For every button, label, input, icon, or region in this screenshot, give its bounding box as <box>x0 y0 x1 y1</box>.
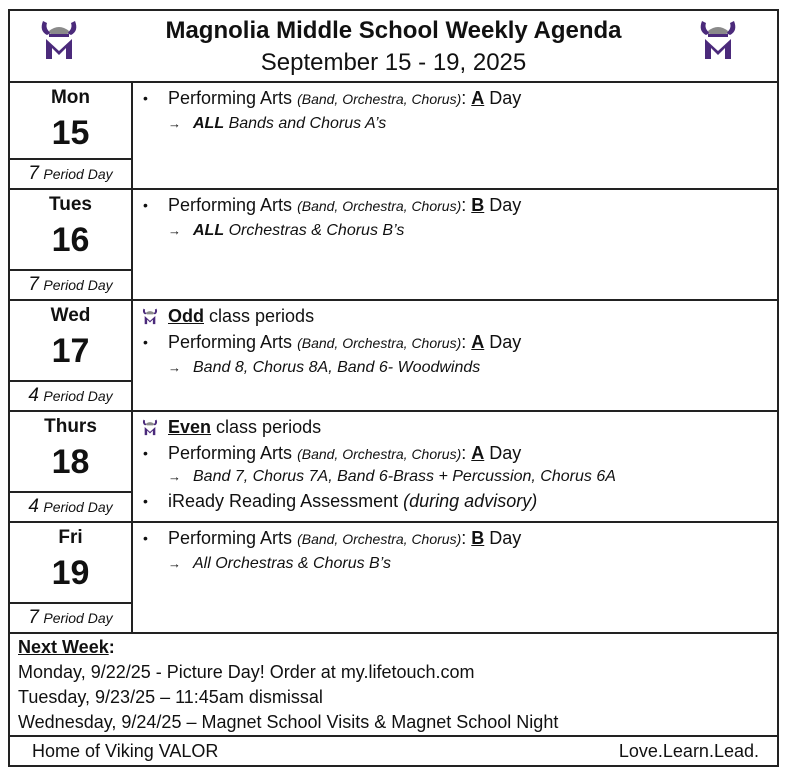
performing-arts-label: Performing Arts <box>168 88 293 108</box>
day-name: Tues <box>49 194 92 215</box>
period-day-box <box>10 602 131 632</box>
bullet-icon: • <box>143 334 148 350</box>
assessment-note: (during advisory) <box>403 491 538 511</box>
assessment-text: iReady Reading Assessment <box>168 491 399 511</box>
subitem-text: Band 8, Chorus 8A, Band 6- Woodwinds <box>193 359 481 376</box>
next-week-heading <box>18 637 115 658</box>
day-cell <box>10 412 133 521</box>
day-name: Mon <box>50 87 91 108</box>
rotation-day: Day <box>489 195 522 215</box>
rotation-day: Day <box>489 528 522 548</box>
rotation-letter: B <box>471 528 485 548</box>
day-items <box>140 525 773 577</box>
list-item <box>140 525 773 551</box>
colon: : <box>461 443 467 463</box>
schedule-type: Odd <box>168 306 204 326</box>
day-row-friday <box>10 523 777 634</box>
subitem-text: Orchestras & Chorus B’s <box>228 222 405 239</box>
list-subitem <box>140 111 773 137</box>
rotation-day: Day <box>489 88 522 108</box>
list-item <box>140 85 773 111</box>
day-cell <box>10 190 133 299</box>
bullet-icon: • <box>143 530 148 546</box>
ensemble-list: (Band, Orchestra, Chorus) <box>297 531 462 547</box>
performing-arts-label: Performing Arts <box>168 443 293 463</box>
rotation-day: Day <box>489 332 522 352</box>
arrow-icon: → <box>168 469 181 484</box>
schedule-type-rest: class periods <box>209 306 315 326</box>
rotation-day: Day <box>489 443 522 463</box>
day-cell <box>10 523 133 632</box>
agenda-frame <box>8 9 779 767</box>
day-row-wednesday <box>10 301 777 412</box>
day-items <box>140 192 773 244</box>
performing-arts-label: Performing Arts <box>168 332 293 352</box>
period-label: Period Day <box>43 388 113 404</box>
arrow-icon: → <box>168 116 181 131</box>
list-item <box>140 440 773 466</box>
day-number: 19 <box>51 554 90 592</box>
performing-arts-label: Performing Arts <box>168 528 293 548</box>
period-label: Period Day <box>43 610 113 626</box>
rotation-letter: A <box>471 88 485 108</box>
period-label: Period Day <box>43 166 113 182</box>
viking-logo-icon <box>696 17 740 61</box>
rotation-letter: A <box>471 332 485 352</box>
list-item <box>140 414 773 440</box>
ensemble-list: (Band, Orchestra, Chorus) <box>297 446 462 462</box>
subitem-text: All Orchestras & Chorus B’s <box>193 555 391 572</box>
viking-logo-icon <box>141 418 159 436</box>
next-week-item: Tuesday, 9/23/25 – 11:45am dismissal <box>18 687 323 707</box>
subitem-text: Bands and Chorus A’s <box>228 115 387 132</box>
period-count: 7 <box>28 274 39 295</box>
rotation-letter: B <box>471 195 485 215</box>
list-item <box>140 329 773 355</box>
list-subitem <box>140 466 773 488</box>
list-subitem <box>140 551 773 577</box>
day-cell <box>10 301 133 410</box>
day-row-monday <box>10 83 777 190</box>
footer-motto: Home of Viking VALOR <box>32 741 219 761</box>
day-number: 15 <box>51 114 90 152</box>
page-subtitle: September 15 - 19, 2025 <box>260 49 527 76</box>
period-day-box <box>10 158 131 188</box>
list-item <box>140 488 773 514</box>
day-number: 18 <box>51 443 90 481</box>
ensemble-list: (Band, Orchestra, Chorus) <box>297 335 462 351</box>
day-items <box>140 414 773 514</box>
list-subitem <box>140 218 773 244</box>
colon: : <box>461 88 467 108</box>
next-week-section <box>10 634 777 737</box>
day-row-tuesday <box>10 190 777 301</box>
day-number: 17 <box>51 332 90 370</box>
day-number: 16 <box>51 221 90 259</box>
period-count: 7 <box>28 163 39 184</box>
period-label: Period Day <box>43 499 113 515</box>
day-name: Wed <box>50 305 91 326</box>
period-day-box <box>10 491 131 521</box>
period-count: 7 <box>28 607 39 628</box>
ensemble-list: (Band, Orchestra, Chorus) <box>297 198 462 214</box>
subitem-text: Band 7, Chorus 7A, Band 6-Brass + Percussion, Chorus 6A <box>193 468 616 485</box>
period-day-box <box>10 269 131 299</box>
rotation-letter: A <box>471 443 485 463</box>
next-week-item: Monday, 9/22/25 - Picture Day! Order at my.lifetouch.com <box>18 662 475 682</box>
period-day-box <box>10 380 131 410</box>
arrow-icon: → <box>168 223 181 238</box>
ensemble-list: (Band, Orchestra, Chorus) <box>297 91 462 107</box>
colon: : <box>108 637 115 657</box>
colon: : <box>461 528 467 548</box>
next-week-label: Next Week <box>18 637 109 657</box>
bullet-icon: • <box>143 197 148 213</box>
agenda-header <box>10 11 777 83</box>
page-title: Magnolia Middle School Weekly Agenda <box>165 17 622 44</box>
bullet-icon: • <box>143 90 148 106</box>
day-name: Thurs <box>44 416 97 437</box>
day-items <box>140 85 773 137</box>
day-name: Fri <box>58 527 83 548</box>
arrow-icon: → <box>168 556 181 571</box>
subitem-emphasis: ALL <box>193 115 225 132</box>
list-item <box>140 303 773 329</box>
agenda-footer <box>10 737 777 767</box>
bullet-icon: • <box>143 445 148 461</box>
next-week-item: Wednesday, 9/24/25 – Magnet School Visits & Magnet School Night <box>18 712 559 732</box>
colon: : <box>461 195 467 215</box>
day-row-thursday <box>10 412 777 523</box>
list-item <box>140 192 773 218</box>
day-items <box>140 303 773 381</box>
bullet-icon: • <box>143 493 148 509</box>
colon: : <box>461 332 467 352</box>
subitem-emphasis: ALL <box>193 222 225 239</box>
arrow-icon: → <box>168 360 181 375</box>
period-count: 4 <box>28 385 39 406</box>
performing-arts-label: Performing Arts <box>168 195 293 215</box>
period-label: Period Day <box>43 277 113 293</box>
viking-logo-icon <box>141 307 159 325</box>
list-subitem <box>140 355 773 381</box>
schedule-type-rest: class periods <box>216 417 322 437</box>
schedule-type: Even <box>168 417 212 437</box>
period-count: 4 <box>28 496 39 517</box>
day-cell <box>10 83 133 188</box>
footer-slogan: Love.Learn.Lead. <box>618 741 759 761</box>
